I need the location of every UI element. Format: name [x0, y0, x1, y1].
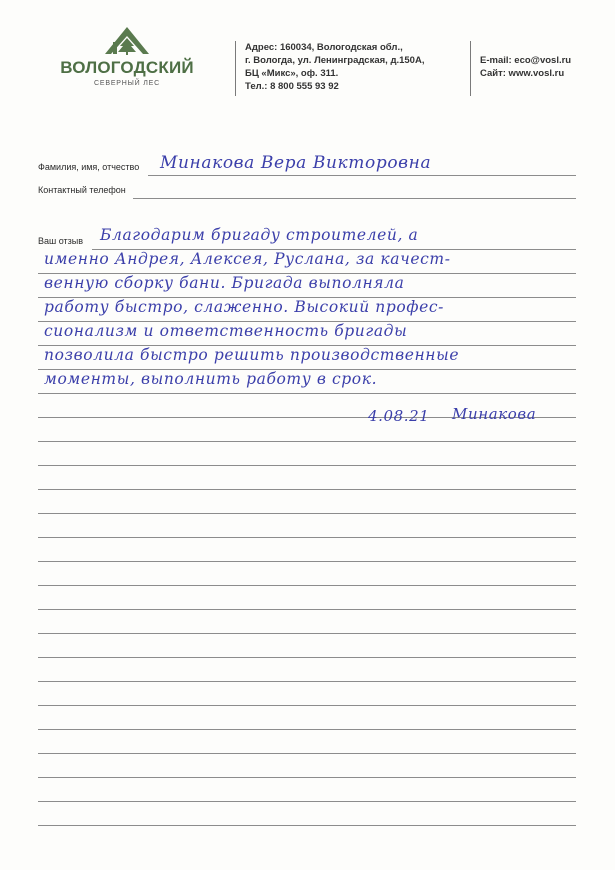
ruled-line	[38, 633, 576, 634]
review-date: 4.08.21	[368, 407, 430, 425]
site-line: Сайт: www.vosl.ru	[480, 68, 565, 79]
ruled-line	[38, 393, 576, 394]
ruled-line	[38, 561, 576, 562]
ruled-line	[38, 729, 576, 730]
ruled-line	[38, 777, 576, 778]
review-label: Ваш отзыв	[38, 236, 84, 246]
ruled-line	[38, 705, 576, 706]
contact-block	[470, 41, 605, 96]
review-line: сионализм и ответственность бригады	[44, 322, 408, 340]
phone-line: Тел.: 8 800 555 93 92	[245, 81, 339, 92]
ruled-line	[38, 465, 576, 466]
signature: Минакова	[452, 405, 537, 423]
ruled-line	[38, 657, 576, 658]
ruled-line	[38, 801, 576, 802]
ruled-line	[38, 753, 576, 754]
ruled-line	[38, 441, 576, 442]
name-underline	[148, 175, 576, 176]
review-line: Благодарим бригаду строителей, а	[100, 226, 419, 244]
phone-label: Контактный телефон	[38, 185, 126, 195]
review-line: позволила быстро решить производственные	[44, 346, 460, 364]
ruled-line	[38, 825, 576, 826]
ruled-line	[38, 609, 576, 610]
ruled-line	[38, 489, 576, 490]
ruled-line	[38, 585, 576, 586]
logo-subtitle: СЕВЕРНЫЙ ЛЕС	[94, 80, 160, 87]
ruled-line	[38, 513, 576, 514]
address-line: Адрес: 160034, Вологодская обл.,	[245, 42, 403, 53]
review-line: работу быстро, слаженно. Высокий профес-	[44, 298, 444, 316]
company-logo	[52, 26, 202, 87]
logo-name: ВОЛОГОДСКИЙ	[60, 58, 194, 77]
house-logo-icon	[104, 26, 150, 56]
ruled-line	[38, 681, 576, 682]
address-line: БЦ «Микс», оф. 311.	[245, 68, 339, 79]
review-line: именно Андрея, Алексея, Руслана, за качест-	[44, 250, 451, 268]
name-value: Минакова Вера Викторовна	[160, 153, 432, 173]
email-line: E-mail: eco@vosl.ru	[480, 55, 572, 66]
review-line: венную сборку бани. Бригада выполняла	[44, 274, 405, 292]
phone-underline	[133, 198, 576, 199]
name-label: Фамилия, имя, отчество	[38, 162, 140, 172]
address-block	[235, 41, 460, 96]
ruled-line	[38, 537, 576, 538]
review-line: моменты, выполнить работу в срок.	[44, 370, 378, 388]
address-line: г. Вологда, ул. Ленинградская, д.150А,	[245, 55, 425, 66]
